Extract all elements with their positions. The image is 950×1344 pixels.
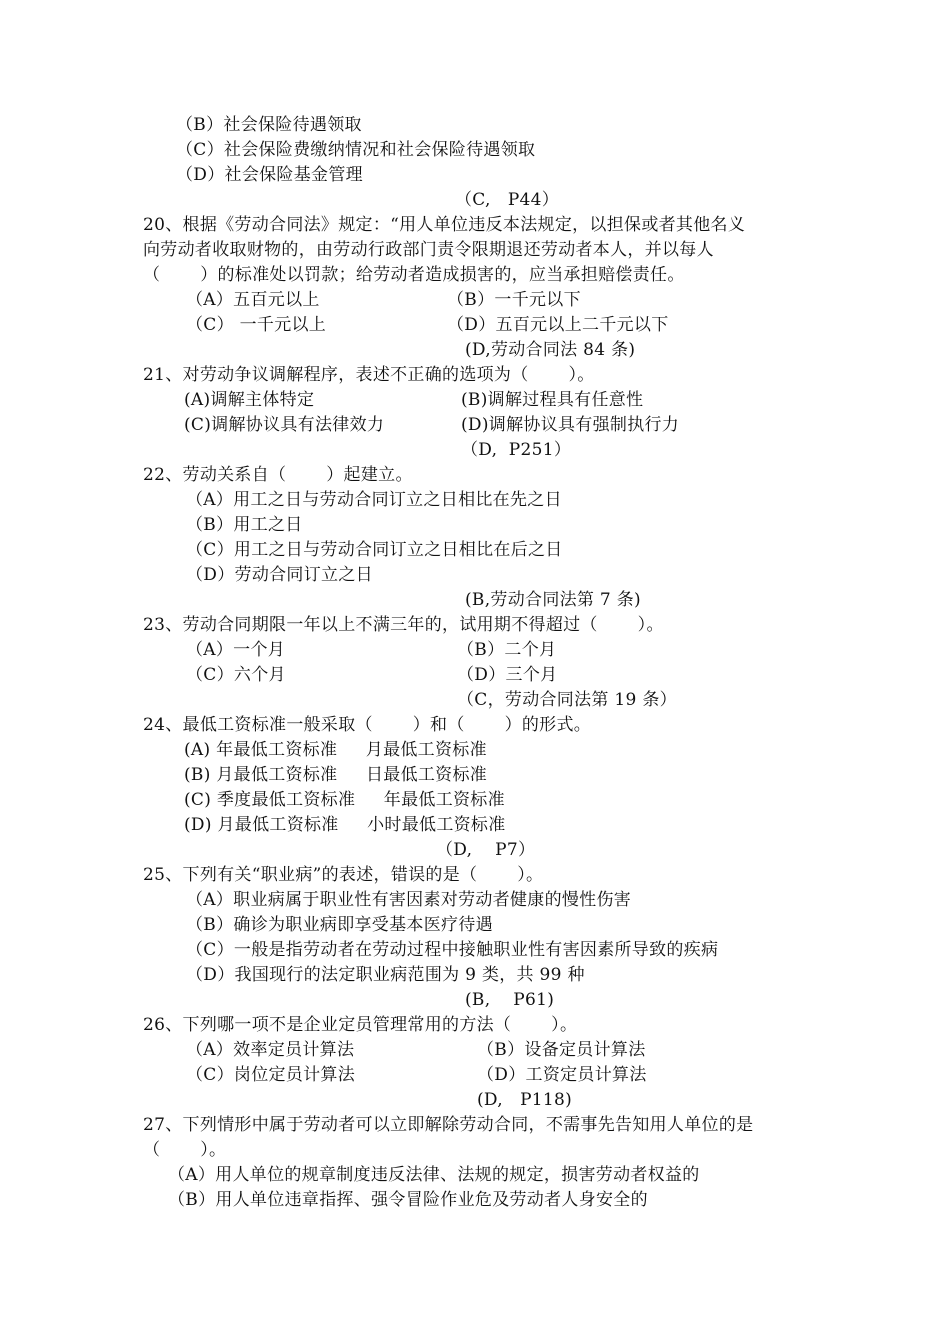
- q26-option-d: （D）工资定员计算法: [477, 1065, 647, 1085]
- q23-option-a: （A）一个月: [186, 640, 286, 660]
- q19-option-c: （C）社会保险费缴纳情况和社会保险待遇领取: [176, 140, 536, 160]
- q20-stem-line3: （ ）的标准处以罚款；给劳动者造成损害的，应当承担赔偿责任。: [143, 265, 685, 285]
- q27-stem-line1: 27、下列情形中属于劳动者可以立即解除劳动合同，不需事先告知用人单位的是: [143, 1115, 754, 1135]
- q26-answer: (D, P118): [477, 1090, 573, 1110]
- q19-option-d: （D）社会保险基金管理: [176, 165, 363, 185]
- q26-option-b: （B）设备定员计算法: [477, 1040, 646, 1060]
- q23-option-d: （D）三个月: [457, 665, 558, 685]
- q25-option-a: （A）职业病属于职业性有害因素对劳动者健康的慢性伤害: [186, 890, 632, 910]
- q20-option-a: （A）五百元以上: [186, 290, 320, 310]
- q26-option-c: （C）岗位定员计算法: [186, 1065, 356, 1085]
- q24-option-b: (B) 月最低工资标准 日最低工资标准: [184, 765, 488, 785]
- q27-option-a: （A）用人单位的规章制度违反法律、法规的规定，损害劳动者权益的: [168, 1165, 700, 1185]
- q23-option-c: （C）六个月: [186, 665, 286, 685]
- q23-option-b: （B）二个月: [457, 640, 557, 660]
- q22-option-a: （A）用工之日与劳动合同订立之日相比在先之日: [186, 490, 562, 510]
- q23-stem: 23、劳动合同期限一年以上不满三年的，试用期不得超过（ ）。: [143, 615, 664, 635]
- q21-answer: （D, P251）: [461, 440, 572, 460]
- q25-option-d: （D）我国现行的法定职业病范围为 9 类，共 99 种: [186, 965, 585, 985]
- q27-option-b: （B）用人单位违章指挥、强令冒险作业危及劳动者人身安全的: [168, 1190, 648, 1210]
- q24-stem: 24、最低工资标准一般采取（ ）和（ ）的形式。: [143, 715, 592, 735]
- q25-stem: 25、下列有关“职业病”的表述，错误的是（ ）。: [143, 865, 544, 885]
- q22-option-c: （C）用工之日与劳动合同订立之日相比在后之日: [186, 540, 563, 560]
- q24-option-d: (D) 月最低工资标准 小时最低工资标准: [184, 815, 506, 835]
- q20-stem-line1: 20、根据《劳动合同法》规定：“用人单位违反本法规定，以担保或者其他名义: [143, 215, 746, 235]
- q20-option-c: （C） 一千元以上: [186, 315, 327, 335]
- q25-option-c: （C）一般是指劳动者在劳动过程中接触职业性有害因素所导致的疾病: [186, 940, 719, 960]
- q25-answer: (B, P61): [465, 990, 555, 1010]
- q20-stem-line2: 向劳动者收取财物的，由劳动行政部门责令限期退还劳动者本人，并以每人: [143, 240, 714, 260]
- q19-option-b: （B）社会保险待遇领取: [176, 115, 362, 135]
- q25-option-b: （B）确诊为职业病即享受基本医疗待遇: [186, 915, 493, 935]
- q21-option-d: (D)调解协议具有强制执行力: [461, 415, 680, 435]
- q22-option-d: （D）劳动合同订立之日: [186, 565, 373, 585]
- q20-answer: (D,劳动合同法 84 条): [465, 340, 636, 360]
- q22-stem: 22、劳动关系自（ ）起建立。: [143, 465, 413, 485]
- q21-option-b: (B)调解过程具有任意性: [461, 390, 644, 410]
- q21-option-c: (C)调解协议具有法律效力: [184, 415, 385, 435]
- q23-answer: （C，劳动合同法第 19 条）: [457, 690, 677, 710]
- q24-option-a: (A) 年最低工资标准 月最低工资标准: [184, 740, 487, 760]
- q22-answer: (B,劳动合同法第 7 条): [465, 590, 641, 610]
- q26-option-a: （A）效率定员计算法: [186, 1040, 355, 1060]
- q21-option-a: (A)调解主体特定: [184, 390, 315, 410]
- q26-stem: 26、下列哪一项不是企业定员管理常用的方法（ ）。: [143, 1015, 578, 1035]
- q24-answer: （D, P7）: [436, 840, 536, 860]
- q21-stem: 21、对劳动争议调解程序，表述不正确的选项为（ ）。: [143, 365, 595, 385]
- q22-option-b: （B）用工之日: [186, 515, 303, 535]
- q19-answer: （C, P44）: [455, 190, 560, 210]
- q27-stem-line2: （ ）。: [143, 1140, 227, 1160]
- q24-option-c: (C) 季度最低工资标准 年最低工资标准: [184, 790, 505, 810]
- q20-option-d: （D）五百元以上二千元以下: [447, 315, 669, 335]
- q20-option-b: （B）一千元以下: [447, 290, 581, 310]
